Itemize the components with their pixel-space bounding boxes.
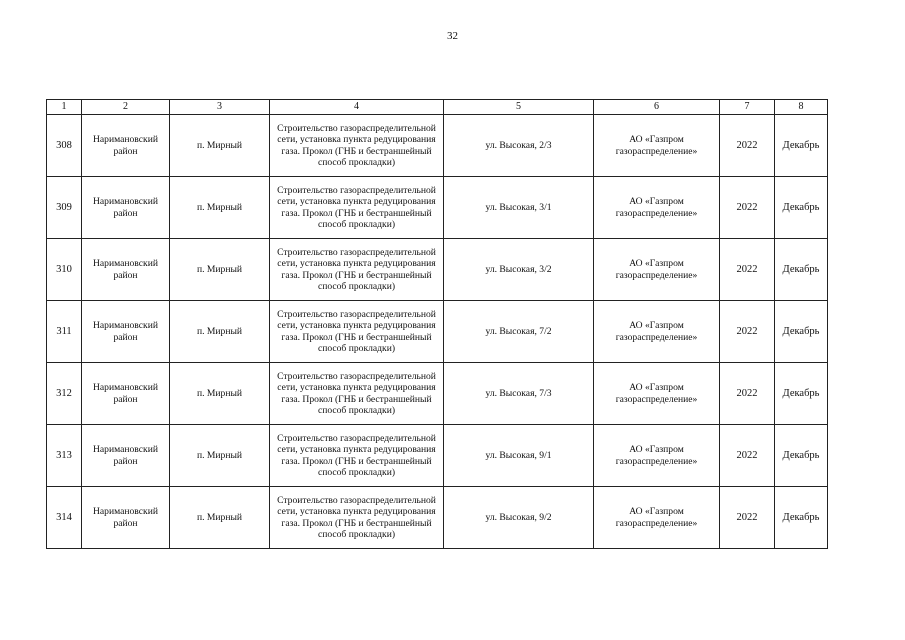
address-cell: ул. Высокая, 9/2 <box>444 487 594 549</box>
settlement-cell: п. Мирный <box>170 363 270 425</box>
district-cell: Наримановский район <box>82 115 170 177</box>
row-number: 310 <box>47 239 82 301</box>
column-header: 8 <box>775 100 828 115</box>
year-cell: 2022 <box>720 115 775 177</box>
row-number: 308 <box>47 115 82 177</box>
year-cell: 2022 <box>720 301 775 363</box>
table-row <box>47 177 828 239</box>
organization-cell: АО «Газпром газораспределение» <box>594 115 720 177</box>
year-cell: 2022 <box>720 487 775 549</box>
district-cell: Наримановский район <box>82 363 170 425</box>
works-description-cell: Строительство газораспределительной сети, установка пункта редуцирования газа. Прокол (ГНБ и бестраншейный способ прокладки) <box>270 115 444 177</box>
row-number: 309 <box>47 177 82 239</box>
table-row <box>47 363 828 425</box>
year-cell: 2022 <box>720 425 775 487</box>
district-cell: Наримановский район <box>82 301 170 363</box>
table-row <box>47 487 828 549</box>
works-description-cell: Строительство газораспределительной сети, установка пункта редуцирования газа. Прокол (ГНБ и бестраншейный способ прокладки) <box>270 239 444 301</box>
organization-cell: АО «Газпром газораспределение» <box>594 425 720 487</box>
works-description-cell: Строительство газораспределительной сети, установка пункта редуцирования газа. Прокол (ГНБ и бестраншейный способ прокладки) <box>270 487 444 549</box>
organization-cell: АО «Газпром газораспределение» <box>594 239 720 301</box>
organization-cell: АО «Газпром газораспределение» <box>594 301 720 363</box>
address-cell: ул. Высокая, 9/1 <box>444 425 594 487</box>
column-header: 1 <box>47 100 82 115</box>
works-schedule-table <box>46 99 828 549</box>
table-row <box>47 239 828 301</box>
settlement-cell: п. Мирный <box>170 425 270 487</box>
district-cell: Наримановский район <box>82 177 170 239</box>
district-cell: Наримановский район <box>82 425 170 487</box>
address-cell: ул. Высокая, 3/1 <box>444 177 594 239</box>
organization-cell: АО «Газпром газораспределение» <box>594 177 720 239</box>
year-cell: 2022 <box>720 363 775 425</box>
district-cell: Наримановский район <box>82 487 170 549</box>
works-description-cell: Строительство газораспределительной сети, установка пункта редуцирования газа. Прокол (ГНБ и бестраншейный способ прокладки) <box>270 363 444 425</box>
settlement-cell: п. Мирный <box>170 177 270 239</box>
district-cell: Наримановский район <box>82 239 170 301</box>
settlement-cell: п. Мирный <box>170 301 270 363</box>
month-cell: Декабрь <box>775 239 828 301</box>
page-number: 32 <box>447 30 458 42</box>
works-description-cell: Строительство газораспределительной сети, установка пункта редуцирования газа. Прокол (ГНБ и бестраншейный способ прокладки) <box>270 301 444 363</box>
address-cell: ул. Высокая, 2/3 <box>444 115 594 177</box>
organization-cell: АО «Газпром газораспределение» <box>594 487 720 549</box>
row-number: 311 <box>47 301 82 363</box>
column-header: 5 <box>444 100 594 115</box>
settlement-cell: п. Мирный <box>170 115 270 177</box>
month-cell: Декабрь <box>775 115 828 177</box>
row-number: 314 <box>47 487 82 549</box>
settlement-cell: п. Мирный <box>170 239 270 301</box>
column-header: 7 <box>720 100 775 115</box>
table-row <box>47 425 828 487</box>
month-cell: Декабрь <box>775 487 828 549</box>
address-cell: ул. Высокая, 7/2 <box>444 301 594 363</box>
column-header: 4 <box>270 100 444 115</box>
row-number: 313 <box>47 425 82 487</box>
works-description-cell: Строительство газораспределительной сети, установка пункта редуцирования газа. Прокол (ГНБ и бестраншейный способ прокладки) <box>270 177 444 239</box>
column-header: 3 <box>170 100 270 115</box>
table-header-row <box>47 100 828 115</box>
month-cell: Декабрь <box>775 301 828 363</box>
works-description-cell: Строительство газораспределительной сети, установка пункта редуцирования газа. Прокол (ГНБ и бестраншейный способ прокладки) <box>270 425 444 487</box>
month-cell: Декабрь <box>775 177 828 239</box>
month-cell: Декабрь <box>775 425 828 487</box>
row-number: 312 <box>47 363 82 425</box>
column-header: 6 <box>594 100 720 115</box>
column-header: 2 <box>82 100 170 115</box>
address-cell: ул. Высокая, 7/3 <box>444 363 594 425</box>
year-cell: 2022 <box>720 177 775 239</box>
table-row <box>47 301 828 363</box>
organization-cell: АО «Газпром газораспределение» <box>594 363 720 425</box>
month-cell: Декабрь <box>775 363 828 425</box>
address-cell: ул. Высокая, 3/2 <box>444 239 594 301</box>
year-cell: 2022 <box>720 239 775 301</box>
table-row <box>47 115 828 177</box>
settlement-cell: п. Мирный <box>170 487 270 549</box>
